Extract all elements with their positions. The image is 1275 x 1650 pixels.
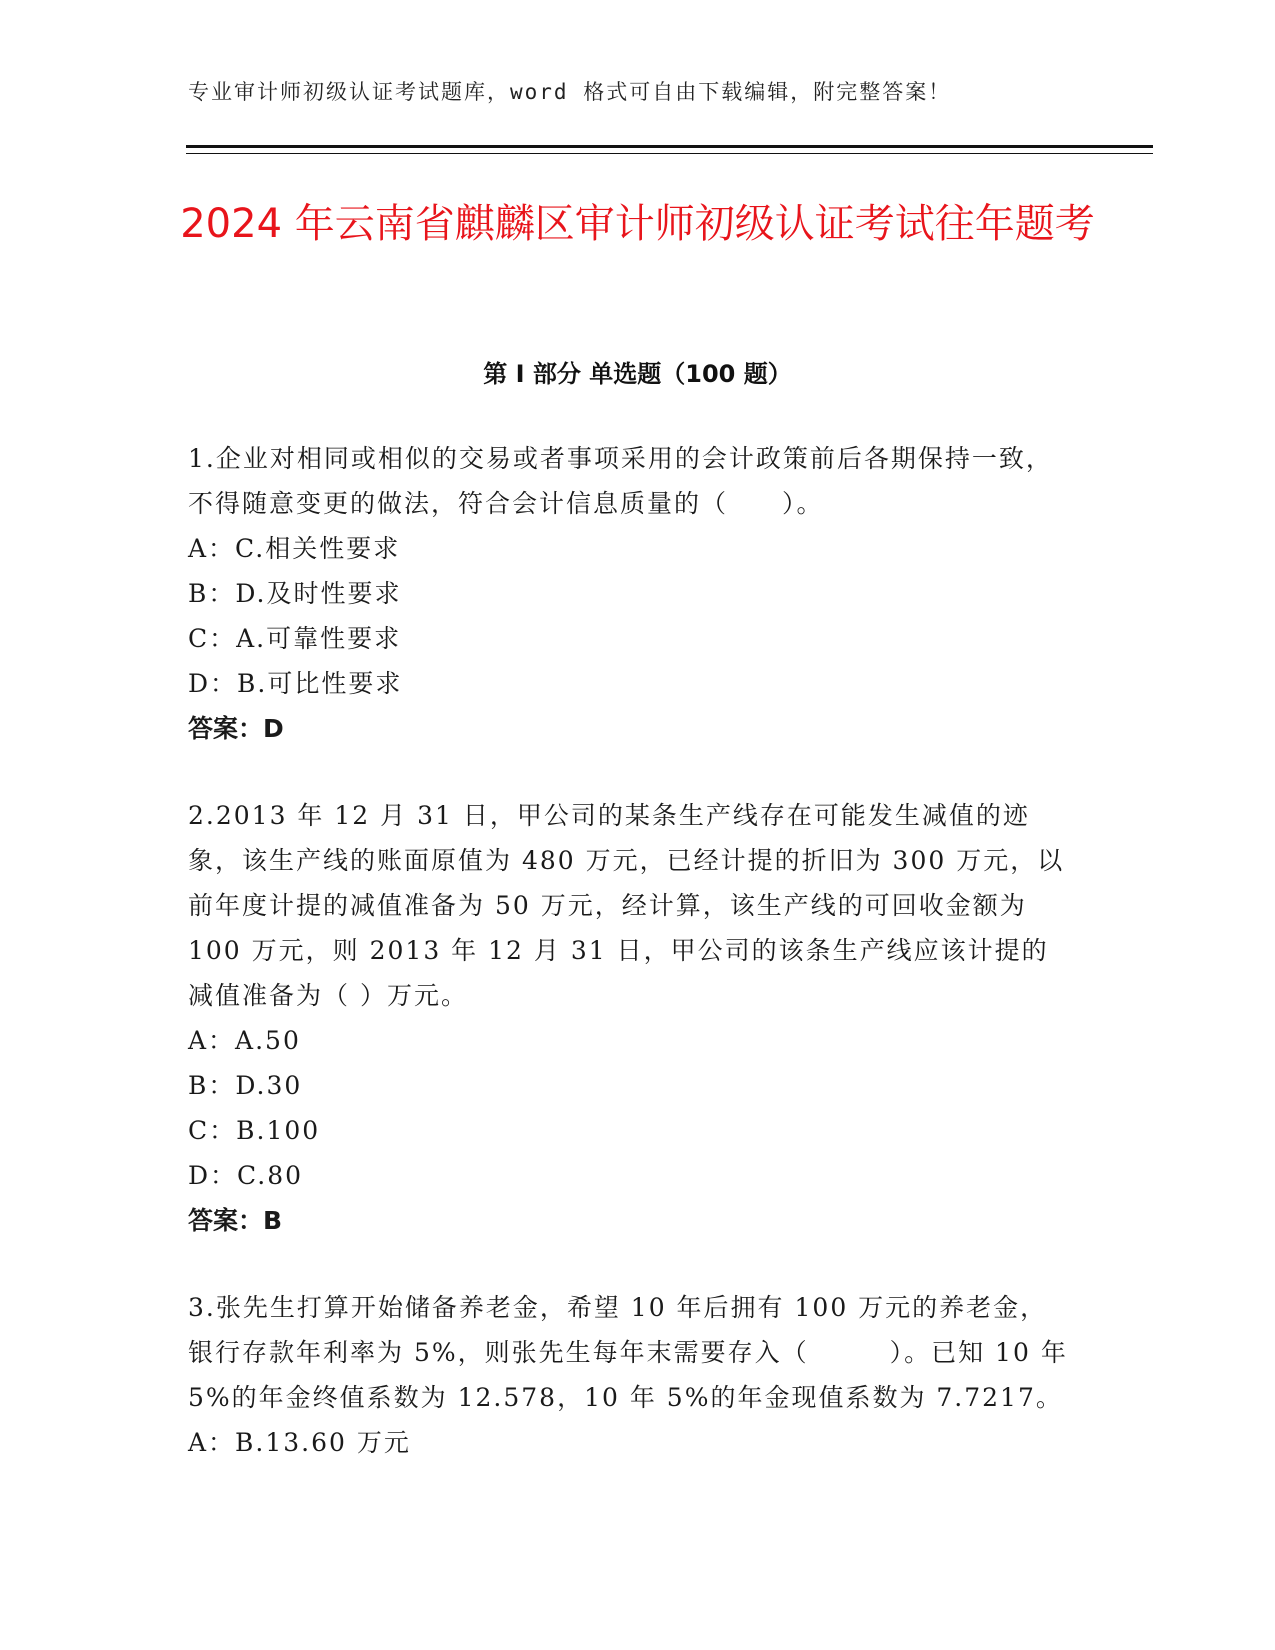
option-c: C：B.100 <box>188 1116 321 1145</box>
answer-line: 答案：D <box>188 714 284 743</box>
question-stem: 1.企业对相同或相似的交易或者事项采用的会计政策前后各期保持一致，不得随意变更的做法，符合会计信息质量的（ ）。 <box>188 444 1053 518</box>
question-1 <box>188 436 1068 751</box>
document-title: 2024 年云南省麒麟区审计师初级认证考试往年题考 <box>180 201 1095 247</box>
header-divider-thin <box>186 153 1153 154</box>
question-3 <box>188 1285 1068 1465</box>
section-title: 第 I 部分 单选题（100 题） <box>483 360 792 388</box>
question-2 <box>188 793 1068 1243</box>
option-b: B：D.及时性要求 <box>188 579 402 608</box>
option-c: C：A.可靠性要求 <box>188 624 402 653</box>
page-header: 专业审计师初级认证考试题库，word 格式可自由下载编辑，附完整答案！ <box>188 80 952 104</box>
question-stem: 3.张先生打算开始储备养老金，希望 10 年后拥有 100 万元的养老金，银行存款年利率为 5%，则张先生每年末需要存入（ ）。已知 10 年 5%的年金终值系数为 12.578，10 年 5%的年金现值系数为 7.7217。 <box>188 1293 1068 1412</box>
option-a: A：A.50 <box>188 1026 301 1055</box>
option-d: D：C.80 <box>188 1161 304 1190</box>
question-list <box>188 436 1068 1507</box>
option-d: D：B.可比性要求 <box>188 669 403 698</box>
answer-line: 答案：B <box>188 1206 283 1235</box>
option-b: B：D.30 <box>188 1071 303 1100</box>
header-divider-thick <box>186 145 1153 148</box>
option-a: A：C.相关性要求 <box>188 534 401 563</box>
question-stem: 2.2013 年 12 月 31 日，甲公司的某条生产线存在可能发生减值的迹象，该生产线的账面原值为 480 万元，已经计提的折旧为 300 万元，以前年度计提的减值准备为 50 万元，经计算，该生产线的可回收金额为 100 万元，则 2013 年 12 月 31 日，甲公司的该条生产线应该计提的减值准备为（ ）万元。 <box>188 801 1065 1010</box>
option-a: A：B.13.60 万元 <box>188 1428 411 1457</box>
